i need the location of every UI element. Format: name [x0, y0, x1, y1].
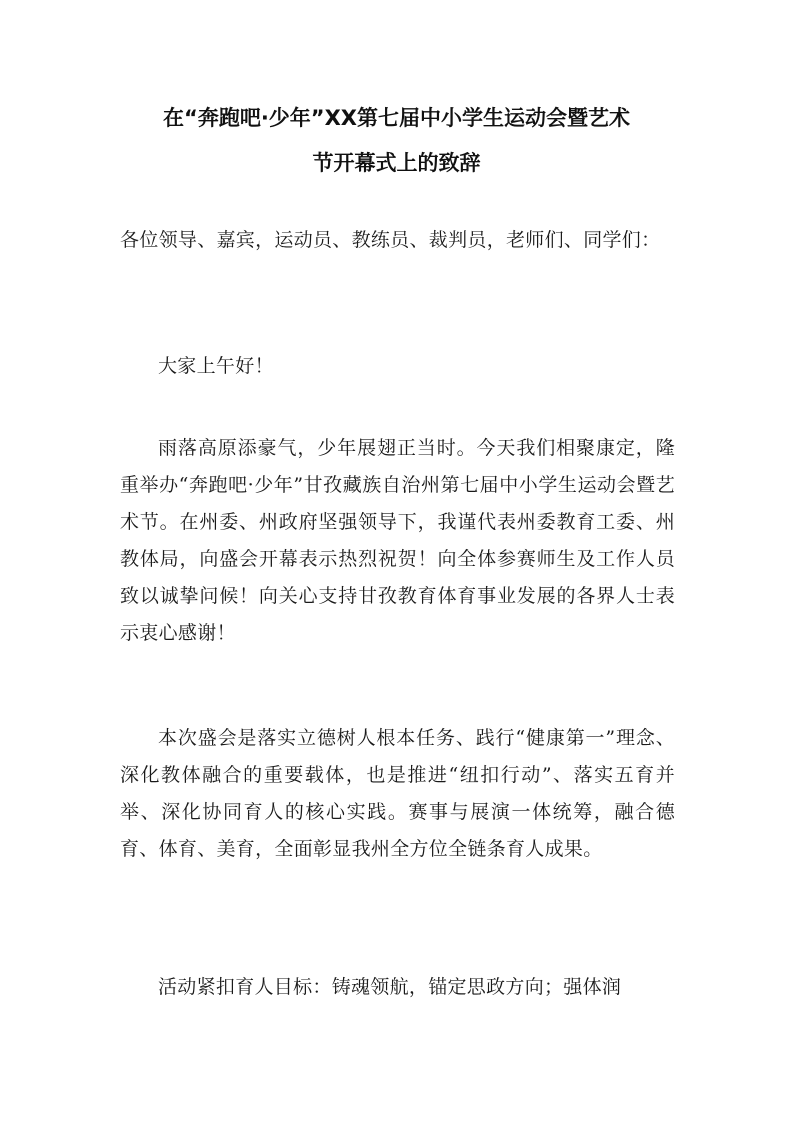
salutation-paragraph: 各位领导、嘉宾，运动员、教练员、裁判员，老师们、同学们： [120, 229, 661, 251]
body-paragraph-3: 活动紧扣育人目标：铸魂领航，锚定思政方向；强体润 [158, 976, 622, 998]
greeting-paragraph: 大家上午好！ [158, 355, 274, 377]
body-paragraph-1: 雨落高原添豪气，少年展翅正当时。今天我们相聚康定，隆重举办“奔跑吧·少年”甘孜藏族自治州第七届中小学生运动会暨艺术节。在州委、州政府坚强领导下，我谨代表州委教育工委、州教体局，向盛会开幕表示热烈祝贺！向全体参赛师生及工作人员致以诚挚问候！向关心支持甘孜教育体育事业发展的各界人士表示衷心感谢！ [120, 437, 675, 644]
title-line-2: 节开幕式上的致辞 [312, 151, 481, 175]
document-title [110, 96, 683, 186]
title-line-1: 在“奔跑吧·少年”XX第七届中小学生运动会暨艺术 [163, 106, 630, 130]
body-paragraph-2: 本次盛会是落实立德树人根本任务、践行“健康第一”理念、深化教体融合的重要载体，也是推进“纽扣行动”、落实五育并举、深化协同育人的核心实践。赛事与展演一体统筹，融合德育、体育、美育，全面彰显我州全方位全链条育人成果。 [120, 727, 675, 860]
